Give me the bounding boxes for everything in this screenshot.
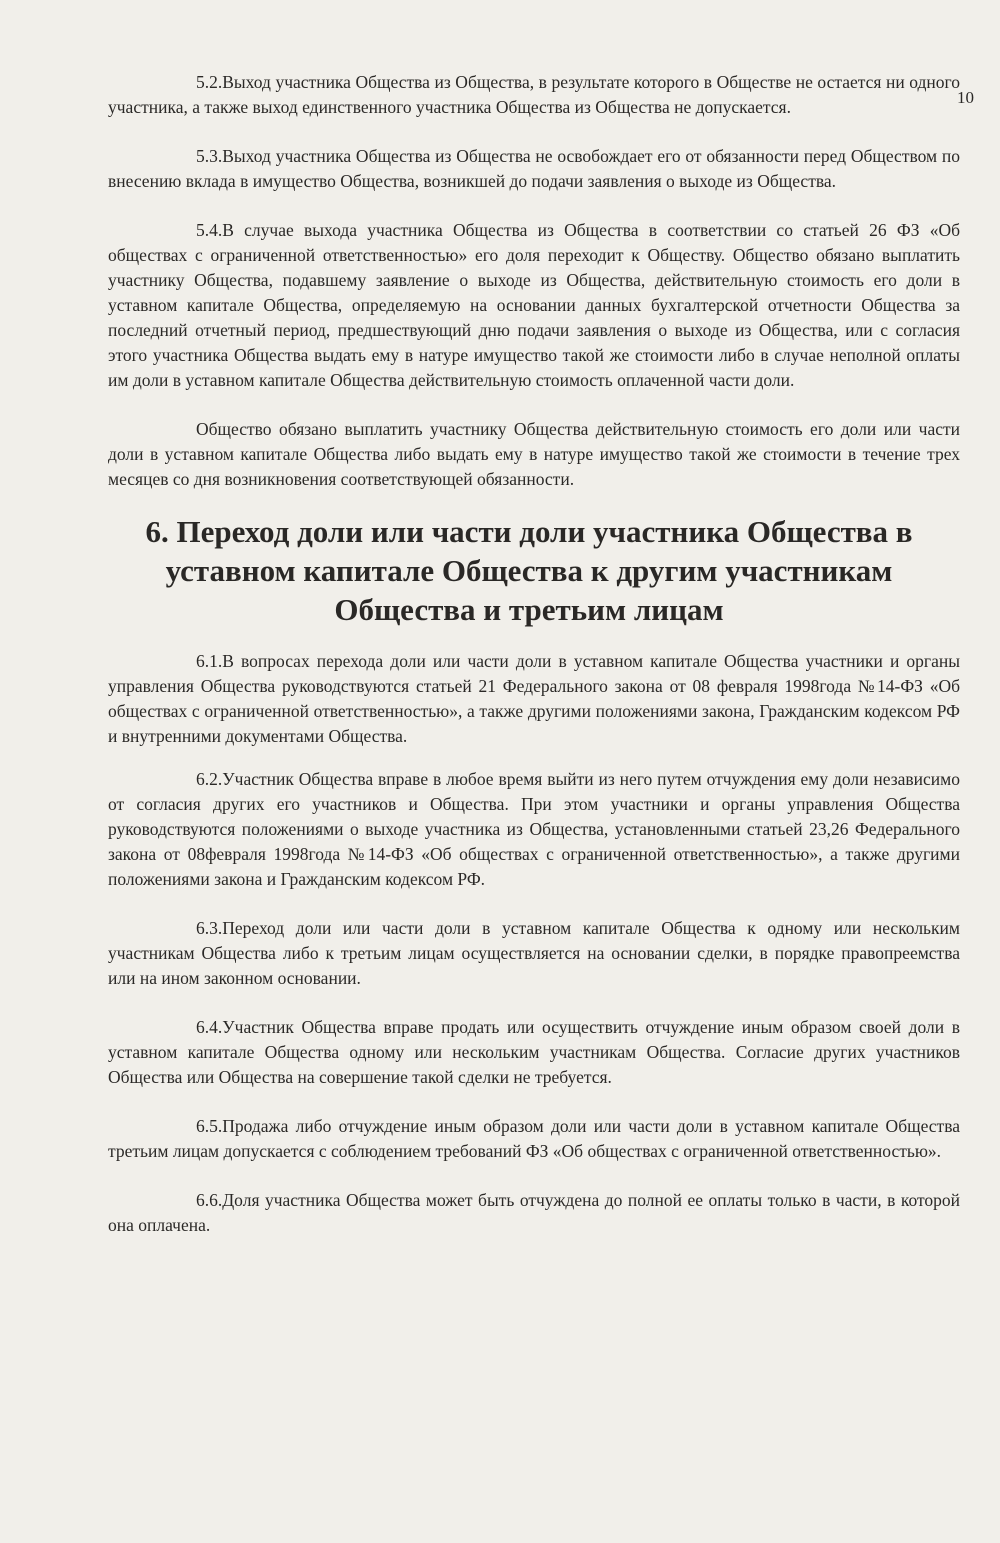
paragraph-6-3: 6.3.Переход доли или части доли в уставном капитале Общества к одному или нескольким участникам Общества либо к третьим лицам осуществляется на основании сделки, в порядке правопреемства или на ином законном основании.: [108, 918, 960, 988]
paragraph-6-5: 6.5.Продажа либо отчуждение иным образом доли или части доли в уставном капитале Общества третьим лицам допускается с соблюдением требований ФЗ «Об обществах с ограниченной ответственностью».: [108, 1116, 960, 1161]
paragraph-5-4-cont: Общество обязано выплатить участнику Общества действительную стоимость его доли или части доли в уставном капитале Общества либо выдать ему в натуре имущество такой же стоимости в течение трех месяцев со дня возникновения соответствующей обязанности.: [108, 419, 960, 489]
paragraph-5-2: 5.2.Выход участника Общества из Общества, в результате которого в Обществе не остается ни одного участника, а также выход единственного участника Общества из Общества не допускается.: [108, 72, 960, 117]
paragraph-6-6: 6.6.Доля участника Общества может быть отчуждена до полной ее оплаты только в части, в которой она оплачена.: [108, 1190, 960, 1235]
paragraph-6-2: 6.2.Участник Общества вправе в любое время выйти из него путем отчуждения ему доли независимо от согласия других его участников и Общества. При этом участники и органы управления Общества руководствуются положениями о выходе участника из Общества, установленными статьей 23,26 Федерального закона от 08февраля 1998года №14-ФЗ «Об обществах с ограниченной ответственностью», а также другими положениями закона и Гражданским кодексом РФ.: [108, 769, 960, 889]
section-title: 6. Переход доли или части доли участника Общества в уставном капитале Общества к другим участникам Общества и третьим лицам: [145, 514, 913, 627]
paragraph-6-1: 6.1.В вопросах перехода доли или части доли в уставном капитале Общества участники и органы управления Общества руководствуются статьей 21 Федерального закона от 08 февраля 1998года №14-ФЗ «Об обществах с ограниченной ответственностью», а также другими положениями закона, Гражданским кодексом РФ и внутренними документами Общества.: [108, 651, 960, 746]
page-number: 10: [957, 88, 974, 107]
paragraph-5-3: 5.3.Выход участника Общества из Общества не освобождает его от обязанности перед Обществом по внесению вклада в имущество Общества, возникшей до подачи заявления о выходе из Общества.: [108, 146, 960, 191]
paragraph-5-4: 5.4.В случае выхода участника Общества из Общества в соответствии со статьей 26 ФЗ «Об обществах с ограниченной ответственностью» его доля переходит к Обществу. Общество обязано выплатить участнику Общества, подавшему заявление о выходе из Общества, действительную стоимость его доли в уставном капитале Общества, определяемую на основании данных бухгалтерской отчетности Общества за последний отчетный период, предшествующий дню подачи заявления о выходе из Общества, или с согласия этого участника Общества выдать ему в натуре имущество такой же стоимости либо в случае неполной оплаты им доли в уставном капитале Общества действительную стоимость оплаченной части доли.: [108, 220, 960, 390]
paragraph-6-4: 6.4.Участник Общества вправе продать или осуществить отчуждение иным образом своей доли в уставном капитале Общества одному или нескольким участникам Общества. Согласие других участников Общества или Общества на совершение такой сделки не требуется.: [108, 1017, 960, 1087]
